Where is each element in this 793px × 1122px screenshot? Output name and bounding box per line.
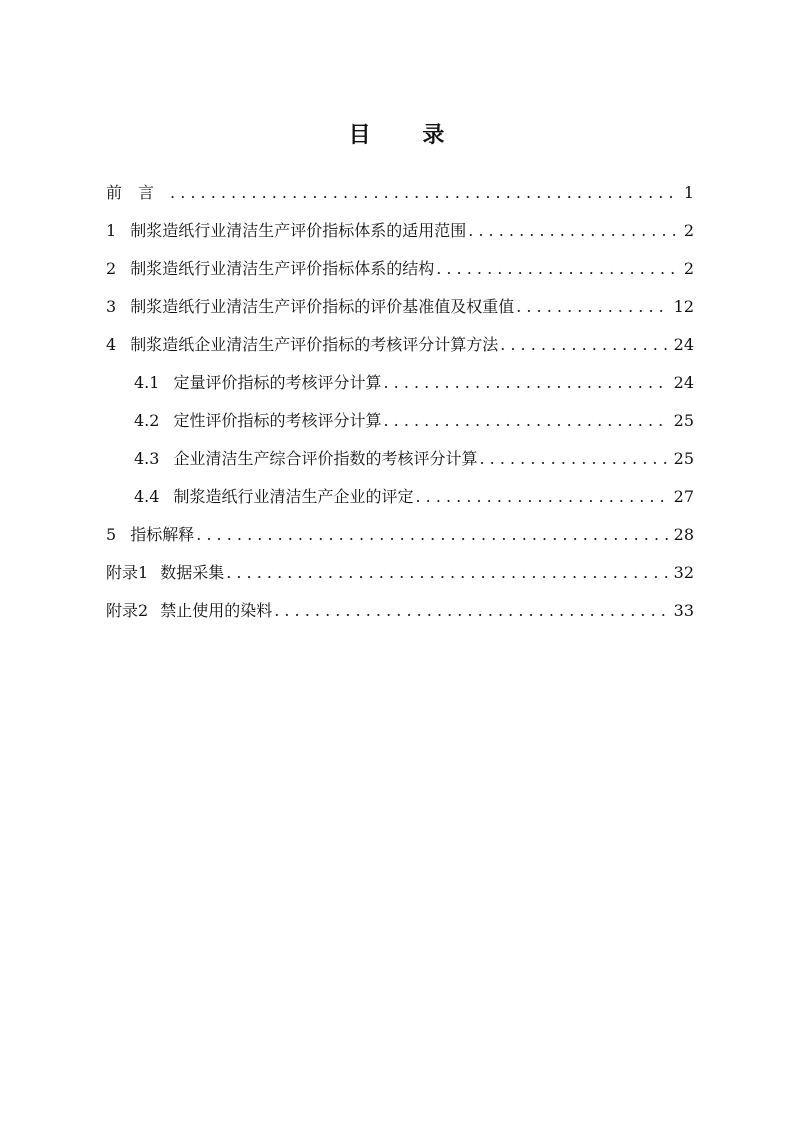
toc-page-number: 25 (673, 449, 694, 468)
toc-entry-label: 前 言 (106, 183, 155, 202)
toc-entry-number: 4 (106, 335, 117, 354)
toc-entry-title: 制浆造纸行业清洁生产评价指标体系的适用范围 (130, 221, 467, 240)
toc-entry-title: 定量评价指标的考核评分计算 (173, 373, 382, 392)
toc-entry-4-3[interactable] (106, 440, 694, 478)
toc-leader-dots (500, 326, 667, 364)
toc-entry-number: 2 (106, 259, 117, 278)
toc-page-number: 1 (683, 183, 694, 202)
toc-entry-number: 4.3 (134, 449, 160, 468)
toc-entry-number: 4.4 (134, 487, 160, 506)
toc-entry-title: 制浆造纸行业清洁生产企业的评定 (173, 487, 414, 506)
toc-entry-3[interactable] (106, 288, 694, 326)
toc-entry-4[interactable] (106, 326, 694, 364)
toc-entry-title: 制浆造纸企业清洁生产评价指标的考核评分计算方法 (130, 335, 499, 354)
toc-leader-dots (383, 364, 667, 402)
toc-entry-number: 5 (106, 525, 117, 544)
toc-entry-appendix-1[interactable] (106, 554, 694, 592)
toc-page-number: 27 (673, 487, 694, 506)
toc-entry-1[interactable] (106, 212, 694, 250)
toc-page-number: 2 (683, 259, 694, 278)
toc-page-number: 2 (683, 221, 694, 240)
toc-entry-title: 制浆造纸行业清洁生产评价指标体系的结构 (130, 259, 435, 278)
toc-entry-title: 指标解释 (130, 525, 195, 544)
toc-leader-dots (274, 592, 667, 630)
toc-entry-4-4[interactable] (106, 478, 694, 516)
toc-leader-dots (468, 212, 676, 250)
toc-leader-dots (516, 288, 667, 326)
table-of-contents (106, 174, 694, 630)
toc-entry-4-2[interactable] (106, 402, 694, 440)
page-title: 目 录 (348, 122, 467, 148)
toc-leader-dots (415, 478, 667, 516)
toc-entry-title: 数据采集 (160, 563, 225, 582)
toc-leader-dots (170, 174, 676, 212)
toc-entry-5[interactable] (106, 516, 694, 554)
toc-entry-number: 3 (106, 297, 117, 316)
toc-entry-appendix-2[interactable] (106, 592, 694, 630)
toc-page-number: 24 (673, 373, 694, 392)
toc-entry-4-1[interactable] (106, 364, 694, 402)
toc-entry-title: 禁止使用的染料 (160, 601, 273, 620)
toc-leader-dots (196, 516, 667, 554)
toc-page-number: 32 (673, 563, 694, 582)
toc-entry-2[interactable] (106, 250, 694, 288)
toc-page-number: 12 (673, 297, 694, 316)
toc-page-number: 24 (673, 335, 694, 354)
toc-entry-number: 4.1 (134, 373, 160, 392)
toc-entry-number: 4.2 (134, 411, 160, 430)
toc-entry-title: 定性评价指标的考核评分计算 (173, 411, 382, 430)
toc-leader-dots (479, 440, 667, 478)
toc-entry-number: 附录1 (106, 563, 149, 582)
toc-leader-dots (226, 554, 667, 592)
toc-entry-number: 附录2 (106, 601, 149, 620)
toc-entry-title: 企业清洁生产综合评价指数的考核评分计算 (173, 449, 478, 468)
toc-page-number: 33 (673, 601, 694, 620)
toc-page-number: 28 (673, 525, 694, 544)
toc-leader-dots (383, 402, 667, 440)
toc-page-number: 25 (673, 411, 694, 430)
toc-entry-title: 制浆造纸行业清洁生产评价指标的评价基准值及权重值 (130, 297, 515, 316)
toc-entry-number: 1 (106, 221, 117, 240)
toc-entry-preface[interactable] (106, 174, 694, 212)
toc-leader-dots (436, 250, 676, 288)
